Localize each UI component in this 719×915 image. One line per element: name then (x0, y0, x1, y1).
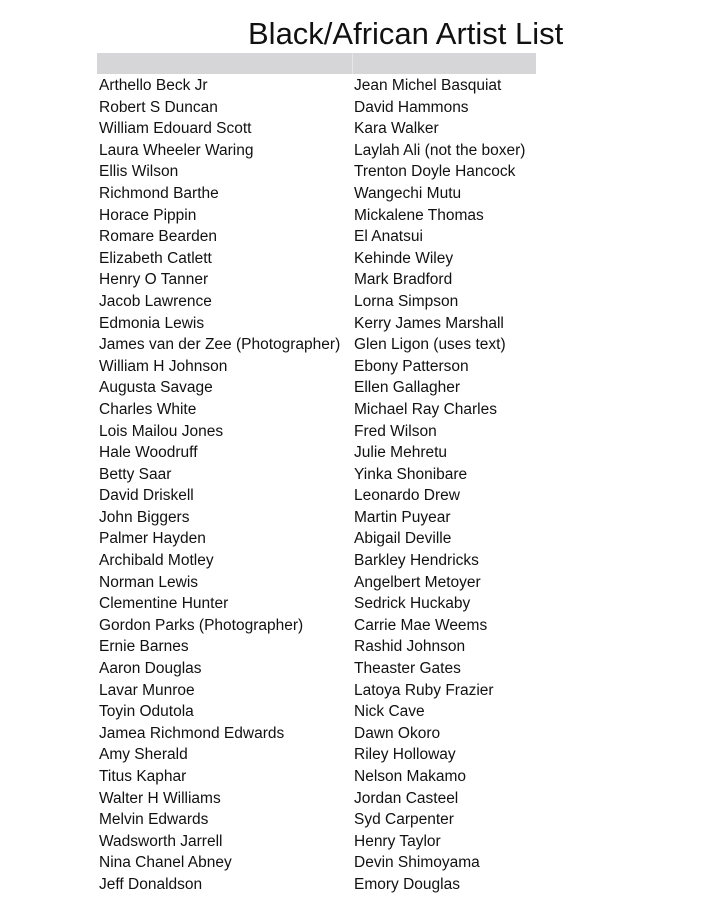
artist-name-right: Jean Michel Basquiat (354, 77, 502, 94)
artist-name-left: Wadsworth Jarrell (99, 832, 223, 850)
table-row (99, 701, 554, 723)
table-row (99, 788, 554, 810)
artist-name-right: Abigail Deville (354, 530, 452, 548)
table-row (99, 269, 554, 291)
artist-name-right: Henry Taylor (354, 832, 441, 850)
artist-name-left: Horace Pippin (99, 206, 197, 224)
table-row (99, 442, 554, 464)
artist-name-right: Glen Ligon (uses text) (354, 336, 506, 354)
artist-name-left: Jeff Donaldson (99, 875, 203, 893)
table-row (99, 161, 554, 183)
artist-name-left: Jamea Richmond Edwards (99, 724, 285, 742)
artist-name-right: Latoya Ruby Frazier (354, 681, 494, 699)
table-row (99, 248, 554, 270)
artist-name-left: Norman Lewis (99, 573, 199, 591)
artist-name-right: Lorna Simpson (354, 292, 459, 310)
table-row (99, 399, 554, 421)
artist-name-left: Aaron Douglas (99, 660, 202, 678)
artist-name-right: Julie Mehretu (354, 444, 448, 462)
table-row (99, 550, 554, 572)
artist-name-right: Devin Shimoyama (354, 854, 480, 872)
table-row (99, 118, 554, 140)
artist-name-left: Walter H Williams (99, 789, 221, 807)
artist-name-left: Ernie Barnes (99, 638, 189, 656)
table-row (99, 75, 554, 97)
table-row (99, 313, 554, 335)
table-row (99, 356, 554, 378)
artist-name-right: Kara Walker (354, 120, 439, 138)
table-row (99, 680, 554, 702)
artist-name-left: Elizabeth Catlett (99, 249, 212, 267)
artist-name-left: Lavar Munroe (99, 681, 195, 699)
artist-name-left: William H Johnson (99, 357, 228, 375)
artist-name-right: Mickalene Thomas (354, 206, 484, 224)
artist-name-left: Jacob Lawrence (99, 292, 212, 310)
table-row (99, 852, 554, 874)
table-row (99, 97, 554, 119)
artist-name-left: Richmond Barthe (99, 184, 219, 202)
artist-name-left: Melvin Edwards (99, 811, 209, 829)
artist-name-left: Titus Kaphar (99, 768, 187, 785)
table-row (99, 140, 554, 162)
artist-name-right: El Anatsui (354, 228, 423, 246)
artist-table-body (99, 75, 554, 896)
artist-name-left: William Edouard Scott (99, 120, 252, 138)
artist-name-right: Angelbert Metoyer (354, 573, 481, 591)
table-row (99, 291, 554, 313)
artist-name-right: Yinka Shonibare (354, 465, 468, 483)
artist-name-left: Charles White (99, 400, 197, 418)
artist-name-left: Henry O Tanner (99, 271, 209, 289)
artist-name-right: Trenton Doyle Hancock (354, 163, 516, 181)
artist-name-right: Nick Cave (354, 703, 425, 721)
artist-name-right: Carrie Mae Weems (354, 616, 488, 634)
artist-name-right: David Hammons (354, 98, 469, 116)
artist-name-right: Mark Bradford (354, 271, 453, 289)
table-row (99, 874, 554, 896)
artist-name-left: Arthello Beck Jr (99, 77, 208, 94)
artist-name-right: Barkley Hendricks (354, 552, 479, 570)
table-row (99, 615, 554, 637)
artist-name-right: Syd Carpenter (354, 811, 454, 829)
header-column-divider (352, 53, 353, 74)
table-row (99, 766, 554, 788)
artist-name-left: Hale Woodruff (99, 444, 198, 462)
table-row (99, 831, 554, 853)
artist-name-right: Emory Douglas (354, 875, 460, 893)
artist-name-left: Robert S Duncan (99, 98, 218, 116)
table-row (99, 485, 554, 507)
artist-name-right: Theaster Gates (354, 660, 461, 678)
artist-name-right: Sedrick Huckaby (354, 595, 471, 613)
table-row (99, 421, 554, 443)
artist-name-right: Dawn Okoro (354, 724, 441, 742)
artist-name-right: Michael Ray Charles (354, 400, 497, 418)
artist-name-right: Fred Wilson (354, 422, 437, 440)
table-row (99, 464, 554, 486)
artist-table (99, 75, 554, 896)
artist-name-left: Laura Wheeler Waring (99, 141, 254, 159)
table-row (99, 226, 554, 248)
artist-name-left: Nina Chanel Abney (99, 854, 232, 872)
artist-name-right: Ellen Gallagher (354, 379, 460, 397)
artist-name-right: Martin Puyear (354, 508, 451, 526)
artist-name-right: Laylah Ali (not the boxer) (354, 141, 526, 159)
artist-name-left: James van der Zee (Photographer) (99, 336, 341, 354)
table-row (99, 572, 554, 594)
artist-name-right: Ebony Patterson (354, 357, 469, 375)
table-row (99, 377, 554, 399)
artist-name-right: Leonardo Drew (354, 487, 460, 505)
artist-name-left: Ellis Wilson (99, 163, 179, 181)
artist-name-left: Edmonia Lewis (99, 314, 205, 332)
artist-name-left: Betty Saar (99, 465, 172, 483)
artist-name-right: Rashid Johnson (354, 638, 466, 656)
artist-name-right: Nelson Makamo (354, 768, 466, 785)
artist-name-left: Amy Sherald (99, 746, 188, 764)
table-row (99, 334, 554, 356)
table-row (99, 744, 554, 766)
table-row (99, 183, 554, 205)
artist-name-left: Toyin Odutola (99, 703, 194, 721)
artist-name-right: Jordan Casteel (354, 789, 459, 807)
table-row (99, 658, 554, 680)
artist-name-left: David Driskell (99, 487, 194, 505)
artist-name-left: Gordon Parks (Photographer) (99, 616, 304, 634)
artist-name-left: Lois Mailou Jones (99, 422, 224, 440)
artist-name-left: Clementine Hunter (99, 595, 229, 613)
artist-name-left: John Biggers (99, 508, 190, 526)
page-title: Black/African Artist List (248, 16, 564, 51)
artist-name-left: Romare Bearden (99, 228, 218, 246)
artist-name-left: Palmer Hayden (99, 530, 206, 548)
artist-name-left: Augusta Savage (99, 379, 213, 397)
artist-name-right: Kehinde Wiley (354, 249, 454, 267)
artist-name-right: Kerry James Marshall (354, 314, 504, 332)
table-row (99, 593, 554, 615)
table-row (99, 723, 554, 745)
artist-name-right: Riley Holloway (354, 746, 456, 764)
artist-name-left: Archibald Motley (99, 552, 214, 570)
table-row (99, 507, 554, 529)
table-row (99, 809, 554, 831)
artist-name-right: Wangechi Mutu (354, 184, 462, 202)
table-header-bar (97, 53, 536, 74)
table-row (99, 205, 554, 227)
table-row (99, 636, 554, 658)
table-row (99, 528, 554, 550)
